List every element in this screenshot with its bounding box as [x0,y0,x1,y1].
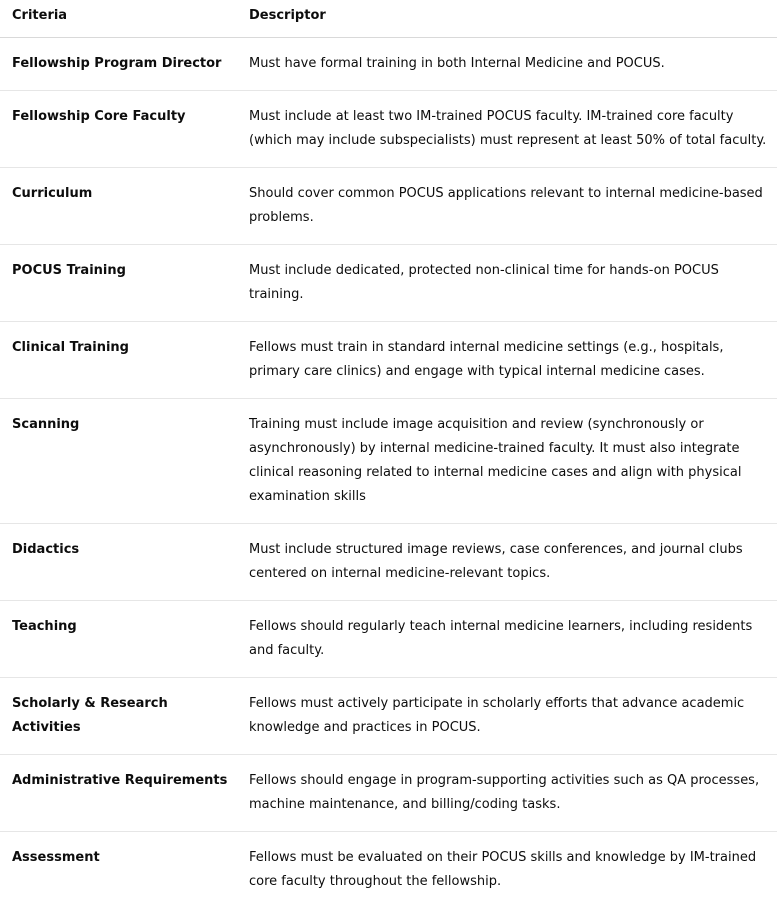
table-row [0,322,777,399]
criteria-cell: Assessment [0,832,237,908]
table-row [0,168,777,245]
descriptor-cell: Fellows must actively participate in scholarly efforts that advance academic knowledge and practices in POCUS. [237,678,777,755]
criteria-cell: Administrative Requirements [0,755,237,832]
descriptor-cell: Training must include image acquisition and review (synchronously or asynchronously) by internal medicine-trained faculty. It must also integrate clinical reasoning related to internal medicine cases and align with physical examination skills [237,399,777,524]
criteria-cell: Clinical Training [0,322,237,399]
descriptor-cell: Must include dedicated, protected non-clinical time for hands-on POCUS training. [237,245,777,322]
table-row [0,524,777,601]
table-row [0,38,777,91]
criteria-cell: Fellowship Program Director [0,38,237,91]
descriptor-cell: Fellows must train in standard internal medicine settings (e.g., hospitals, primary care clinics) and engage with typical internal medicine cases. [237,322,777,399]
criteria-cell: POCUS Training [0,245,237,322]
table-row [0,601,777,678]
descriptor-cell: Must include at least two IM-trained POCUS faculty. IM-trained core faculty (which may include subspecialists) must represent at least 50% of total faculty. [237,91,777,168]
criteria-cell: Scholarly & Research Activities [0,678,237,755]
descriptor-cell: Fellows should regularly teach internal medicine learners, including residents and faculty. [237,601,777,678]
criteria-cell: Curriculum [0,168,237,245]
criteria-cell: Teaching [0,601,237,678]
criteria-cell: Scanning [0,399,237,524]
criteria-column-header: Criteria [0,0,237,38]
descriptor-cell: Must include structured image reviews, case conferences, and journal clubs centered on internal medicine-relevant topics. [237,524,777,601]
descriptor-column-header: Descriptor [237,0,777,38]
header-row [0,0,777,38]
table-row [0,832,777,908]
table-row [0,399,777,524]
table-row [0,755,777,832]
table-row [0,245,777,322]
table-body [0,38,777,908]
table-header [0,0,777,38]
descriptor-cell: Must have formal training in both Internal Medicine and POCUS. [237,38,777,91]
table-row [0,91,777,168]
descriptor-cell: Fellows should engage in program-supporting activities such as QA processes, machine maintenance, and billing/coding tasks. [237,755,777,832]
descriptor-cell: Should cover common POCUS applications relevant to internal medicine-based problems. [237,168,777,245]
criteria-cell: Didactics [0,524,237,601]
criteria-cell: Fellowship Core Faculty [0,91,237,168]
table-row [0,678,777,755]
descriptor-cell: Fellows must be evaluated on their POCUS skills and knowledge by IM-trained core faculty throughout the fellowship. [237,832,777,908]
